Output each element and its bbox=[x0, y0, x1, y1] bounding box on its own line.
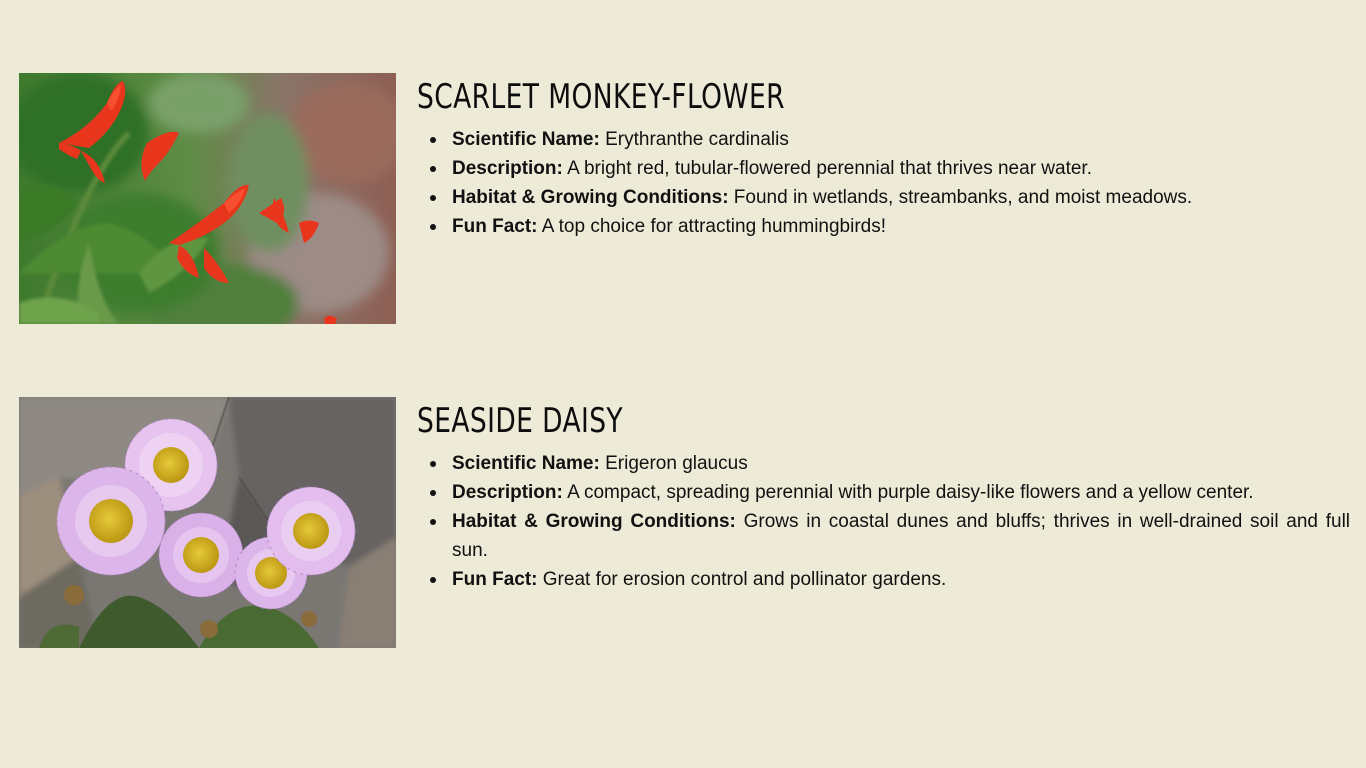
fact-value: Erigeron glaucus bbox=[599, 453, 748, 474]
plant-info bbox=[417, 397, 1350, 594]
list-item bbox=[452, 507, 1350, 565]
list-item bbox=[452, 449, 1350, 478]
scarlet-monkey-flower-photo bbox=[19, 73, 396, 324]
fact-label: Description: bbox=[452, 158, 563, 179]
seaside-daisy-photo bbox=[19, 397, 396, 648]
fact-list bbox=[417, 125, 1350, 241]
fact-list bbox=[417, 449, 1350, 594]
list-item bbox=[452, 565, 1350, 594]
fact-label: Description: bbox=[452, 482, 563, 503]
plant-card-scarlet-monkey-flower bbox=[19, 73, 1350, 324]
fact-label: Habitat & Growing Conditions: bbox=[452, 511, 736, 532]
list-item bbox=[452, 154, 1350, 183]
fact-value: A bright red, tubular-flowered perennial that thrives near water. bbox=[562, 158, 1092, 179]
list-item bbox=[452, 125, 1350, 154]
fact-label: Habitat & Growing Conditions: bbox=[452, 187, 729, 208]
fact-label: Fun Fact: bbox=[452, 569, 538, 590]
plant-card-seaside-daisy bbox=[19, 397, 1350, 648]
plant-info bbox=[417, 73, 1350, 241]
fact-value: Great for erosion control and pollinator gardens. bbox=[537, 569, 947, 590]
fact-value: Erythranthe cardinalis bbox=[599, 129, 789, 150]
plant-title: SEASIDE DAISY bbox=[417, 401, 624, 441]
fact-value: A compact, spreading perennial with purple daisy-like flowers and a yellow center. bbox=[562, 482, 1254, 503]
fact-label: Fun Fact: bbox=[452, 216, 538, 237]
plant-title: SCARLET MONKEY-FLOWER bbox=[417, 77, 786, 117]
fact-label: Scientific Name: bbox=[452, 129, 600, 150]
fact-value: Found in wetlands, streambanks, and moist meadows. bbox=[728, 187, 1193, 208]
fact-label: Scientific Name: bbox=[452, 453, 600, 474]
fact-value: Grows in coastal dunes and bluffs; thrives in well-drained soil and full sun. bbox=[452, 511, 1351, 561]
fact-value: A top choice for attracting hummingbirds! bbox=[537, 216, 887, 237]
list-item bbox=[452, 183, 1350, 212]
list-item bbox=[452, 478, 1350, 507]
list-item bbox=[452, 212, 1350, 241]
